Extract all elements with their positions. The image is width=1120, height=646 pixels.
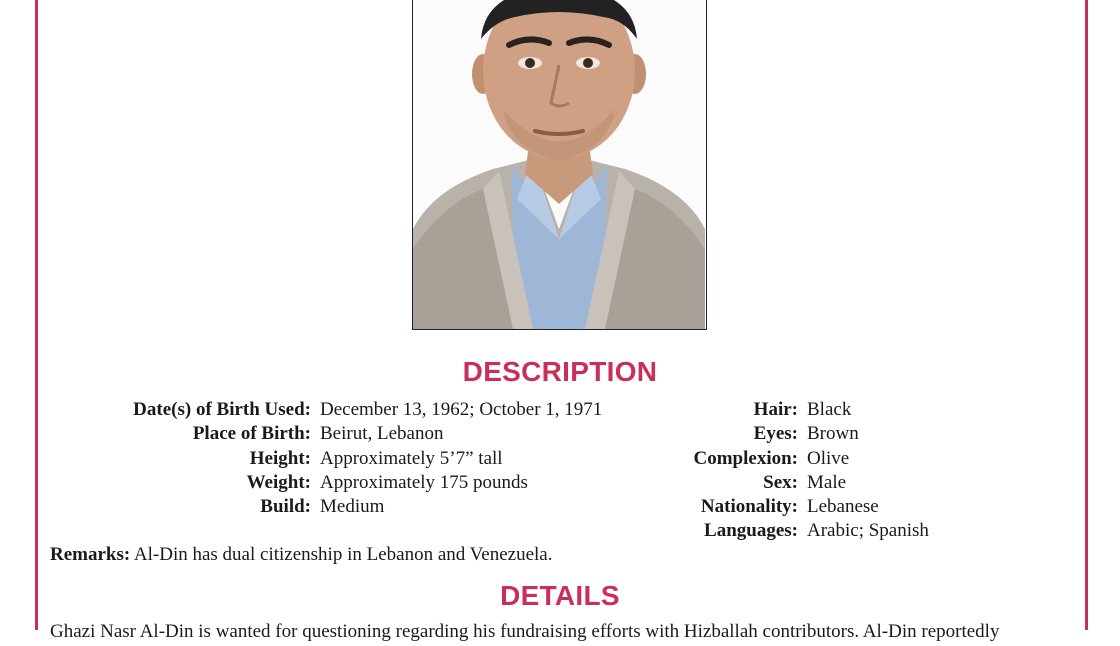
details-text: Ghazi Nasr Al-Din is wanted for questioning regarding his fundraising efforts with Hizballah contributors. Al-Din reportedly: [50, 621, 1000, 642]
place-of-birth-value: Beirut, Lebanon: [320, 423, 444, 444]
remarks: [50, 543, 552, 567]
weight-value: Approximately 175 pounds: [320, 472, 528, 493]
remarks-text: Al-Din has dual citizenship in Lebanon and Venezuela.: [133, 544, 553, 565]
complexion-value: Olive: [807, 448, 850, 469]
dob-label: Date(s) of Birth Used:: [133, 399, 311, 420]
complexion-label: Complexion:: [693, 448, 798, 469]
page-border-left: [35, 0, 38, 630]
nationality-value: Lebanese: [807, 496, 879, 517]
sex-label: Sex:: [763, 472, 798, 493]
description-heading: DESCRIPTION: [462, 356, 658, 387]
details-heading: DETAILS: [500, 580, 620, 611]
place-of-birth-label: Place of Birth:: [192, 423, 311, 444]
eyes-label: Eyes:: [753, 423, 798, 444]
eyes-value: Brown: [807, 423, 859, 444]
details-text-clipped: [50, 621, 1050, 642]
page-border-right: [1085, 0, 1088, 630]
nationality-label: Nationality:: [700, 496, 798, 517]
build-label: Build:: [260, 496, 311, 517]
languages-label: Languages:: [704, 520, 798, 541]
height-value: Approximately 5’7” tall: [320, 448, 503, 469]
hair-value: Black: [807, 399, 852, 420]
dob-value: December 13, 1962; October 1, 1971: [320, 399, 603, 420]
height-label: Height:: [249, 448, 311, 469]
subject-photo: [412, 0, 707, 330]
subject-photo-illustration: [413, 0, 705, 329]
build-value: Medium: [320, 496, 385, 517]
sex-value: Male: [807, 472, 847, 493]
languages-value: Arabic; Spanish: [807, 520, 929, 541]
remarks-label: Remarks:: [50, 544, 131, 565]
weight-label: Weight:: [246, 472, 311, 493]
hair-label: Hair:: [753, 399, 798, 420]
